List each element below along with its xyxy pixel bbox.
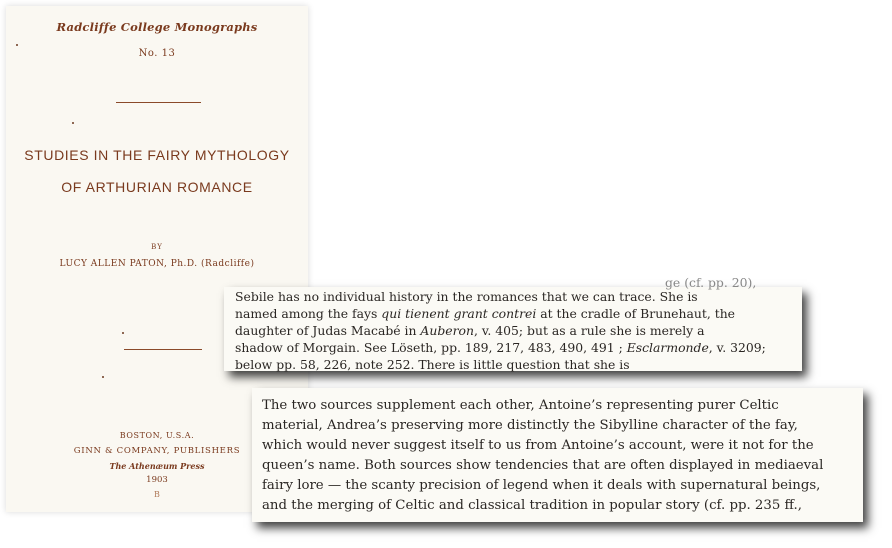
press-name: The Athenæum Press <box>109 461 205 471</box>
paper-speck <box>72 122 74 124</box>
monograph-number: No. 13 <box>138 48 176 59</box>
excerpt-line: fairy lore — the scanty precision of legend when it deals with supernatural beings, <box>262 478 821 493</box>
excerpt-line: which would never suggest itself to us from Antoine’s account, were it not for the <box>262 438 814 453</box>
excerpt-line: Sebile has no individual history in the romances that we can trace. She is <box>235 289 698 304</box>
excerpt-line-cut: below pp. 58, 226, note 252. There is little question that she is <box>235 357 630 372</box>
text-excerpt-sebile <box>224 275 802 372</box>
paper-speck <box>16 44 18 46</box>
publisher-name: GINN & COMPANY, PUBLISHERS <box>73 446 241 456</box>
excerpt-line: daughter of Judas Macabé in Auberon, v. 405; but as a rule she is merely a <box>235 323 705 338</box>
author-name: LUCY ALLEN PATON, Ph.D. (Radcliffe) <box>59 259 255 269</box>
excerpt-line: The two sources supplement each other, Antoine’s representing purer Celtic <box>262 398 779 413</box>
text-excerpt-sources <box>252 388 863 522</box>
by-label: BY <box>151 243 163 251</box>
publication-year: 1903 <box>146 475 168 485</box>
library-mark: B <box>154 490 160 499</box>
excerpt-line: and the merging of Celtic and classical tradition in popular story (cf. pp. 235 ff., <box>262 498 802 513</box>
paper-speck <box>122 332 124 334</box>
publisher-city: BOSTON, U.S.A. <box>119 431 195 440</box>
excerpt-line: material, Andrea’s preserving more distinctly the Sibylline character of the fay, <box>262 418 798 433</box>
excerpt-line: named among the fays qui tienent grant contrei at the cradle of Brunehaut, the <box>235 306 736 321</box>
cut-line-top: ge (cf. pp. 20), <box>665 275 757 290</box>
excerpt-line: queen’s name. Both sources show tendencies that are often displayed in mediaeval <box>262 458 824 473</box>
series-title: Radcliffe College Monographs <box>56 20 258 34</box>
paper-speck <box>102 376 104 378</box>
book-title-line-1: STUDIES IN THE FAIRY MYTHOLOGY <box>24 147 290 163</box>
book-title-line-2: OF ARTHURIAN ROMANCE <box>61 179 253 195</box>
excerpt-line: shadow of Morgain. See Löseth, pp. 189, 217, 483, 490, 491 ; Esclarmonde, v. 3209; <box>235 340 766 355</box>
divider-rule <box>124 349 202 350</box>
divider-rule <box>116 102 201 103</box>
